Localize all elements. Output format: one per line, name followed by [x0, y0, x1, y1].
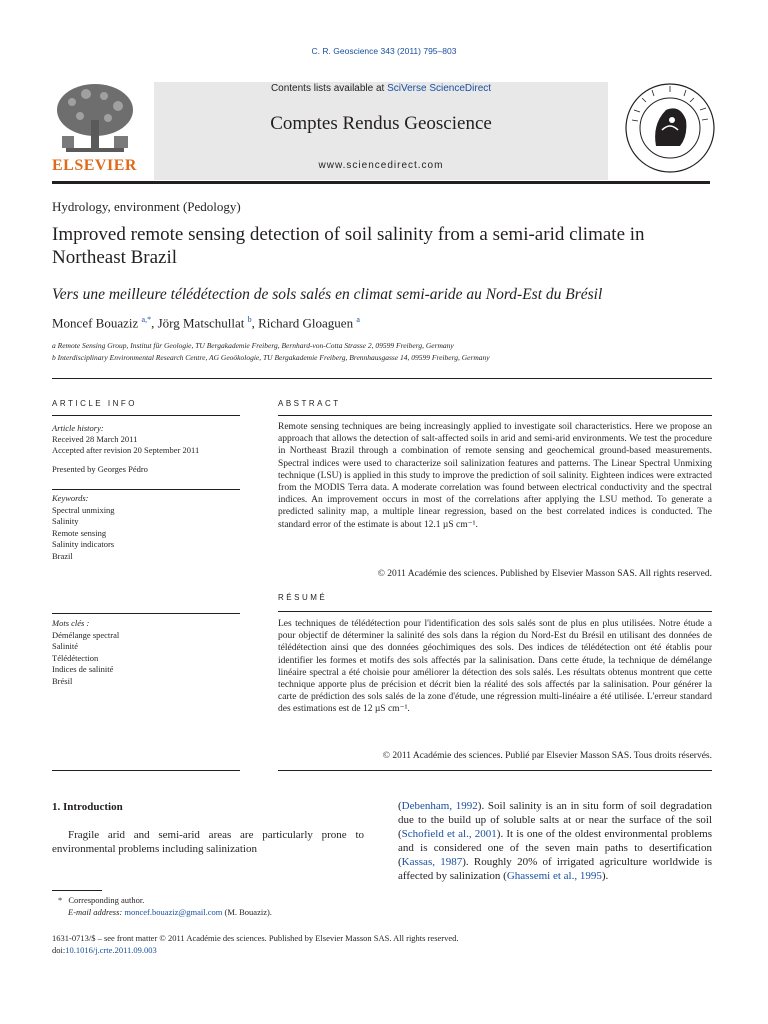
- email-label: E-mail address:: [68, 907, 125, 917]
- resume-heading: RÉSUMÉ: [278, 593, 328, 602]
- abstract-copyright: © 2011 Académie des sciences. Published by Elsevier Masson SAS. All rights reserved.: [377, 569, 712, 579]
- footer-line: 1631-0713/$ – see front matter © 2011 Académie des sciences. Published by Elsevier Masson SAS. All rights reserved.: [52, 933, 459, 943]
- article-history: [52, 423, 242, 475]
- footnote-corresponding: [58, 895, 144, 906]
- footnote-mark: *: [58, 895, 63, 905]
- motcle-item: Démélange spectral: [52, 629, 120, 640]
- header-rule: [52, 181, 710, 184]
- intro-heading: 1. Introduction: [52, 801, 123, 813]
- author-list: Moncef Bouaziz $^{a,*}$, Jörg Matschullat $^b$, Richard Gloaguen $^a$: [52, 315, 360, 331]
- keywords-block: [52, 493, 242, 562]
- sciencedirect-link[interactable]: SciVerse ScienceDirect: [387, 83, 492, 94]
- author-affil-mark[interactable]: a: [356, 315, 360, 324]
- section-tag: Hydrology, environment (Pedology): [52, 199, 241, 214]
- motcle-item: Salinité: [52, 641, 78, 651]
- motcle-item: Indices de salinité: [52, 664, 114, 674]
- keywords-label: Keywords:: [52, 493, 89, 503]
- article-title: Improved remote sensing detection of soil salinity from a semi-arid climate in Northeast Brazil: [52, 224, 645, 268]
- text-run: (: [398, 800, 402, 812]
- journal-title: Comptes Rendus Geoscience: [270, 113, 492, 134]
- divider: [278, 611, 712, 612]
- footnote-rule: [52, 890, 102, 891]
- text-run: ). Roughly 20% of irrigated agriculture worldwide is affected by salinization (: [398, 856, 712, 882]
- motcle-item: Brésil: [52, 675, 73, 686]
- text-run: ). Soil salinity is an in situ form of soil degradation due to the build up of soluble salts at or near the surface of the soil (: [398, 800, 713, 840]
- abstract-text: Remote sensing techniques are being increasingly applied to investigate soil characteristics. Here we propose an approach that allows the detection of salt-affected soils in arid and semi-arid environments. We test the procedure in Northeast Brazil through a combination of remote sensing and geochemical ground-based measurements. Spectral indices were used to characterize soil salinization features and patterns. The Linear Spectral Unmixing technique (LSU) is applied in this study to improve the prediction of soil salinity. Eighteen indices were extracted from the MODIS Terra data. A moderate correlation was found between electrical conductivity and the spectral indices. An improvement occurs in most of the correlations after applying the LSU method. To generate a predicted salinity map, a multiple linear regression, based on the best correlated indices is conducted. The standard error of the estimate is about 12.1 µS cm⁻¹.: [278, 422, 712, 530]
- motscles-label: Mots clés :: [52, 618, 90, 628]
- citation-link[interactable]: Ghassemi et al., 1995: [506, 870, 602, 882]
- author-name: Moncef Bouaziz: [52, 315, 139, 331]
- french-title: Vers une meilleure télédétection de sols salés en climat semi-aride au Nord-Est du Brésil: [52, 286, 603, 303]
- author-name: Jörg Matschullat: [157, 315, 245, 331]
- divider: [278, 770, 712, 771]
- footnote-email-line: [68, 907, 272, 918]
- affiliation-a: a Remote Sensing Group, Institut für Geologie, TU Bergakademie Freiberg, Bernhard-von-Cotta Strasse 2, 09599 Freiberg, Germany: [52, 341, 454, 350]
- intro-left-paragraph: Fragile arid and semi-arid areas are particularly prone to environmental problems including salinization: [52, 829, 364, 855]
- keyword-item: Spectral unmixing: [52, 504, 115, 515]
- keyword-item: Brazil: [52, 550, 73, 561]
- motscles-block: [52, 618, 242, 687]
- author-affil-mark[interactable]: a,*: [141, 315, 152, 324]
- journal-url[interactable]: www.sciencedirect.com: [318, 160, 444, 171]
- affiliation-b: b Interdisciplinary Environmental Research Centre, AG Geoökologie, TU Bergakademie Freiberg, Brennhausgasse 14, 09599 Freiberg, Germany: [52, 353, 490, 362]
- article-info-heading: ARTICLE INFO: [52, 399, 137, 408]
- doi-link[interactable]: 10.1016/j.crte.2011.09.003: [65, 945, 157, 955]
- citation-link[interactable]: Schofield et al., 2001: [401, 828, 497, 840]
- presented-by: Presented by Georges Pédro: [52, 464, 148, 474]
- citation-link[interactable]: Debenham, 1992: [401, 800, 478, 812]
- motcle-item: Télédétection: [52, 652, 99, 663]
- doi-line: [52, 945, 157, 955]
- received-date: Received 28 March 2011: [52, 434, 138, 444]
- email-link[interactable]: moncef.bouaziz@gmail.com: [124, 907, 223, 917]
- contents-prefix: Contents lists available at: [270, 83, 388, 94]
- intro-right-paragraph: [398, 799, 712, 883]
- academie-seal-emblem: [622, 80, 718, 176]
- resume-text: Les techniques de télédétection pour l'identification des sols salés sont de plus en plus utilisées. Notre étude a pour objectif de déterminer la salinité des sols dans la région du Nord-Est du Brésil en utilisant des données de télédétection ainsi que des données géochimiques des sols. Des indices de télédétection ont été établis pour identifier les formes et motifs des sols affectés par la salinisation. Dans cette étude, la technique de démélange linéaire spectral a été choisie pour améliorer la détection des sols salés. Les résultats obtenus montrent que cette technique apporte plus de précision et décrit bien la réalité des sols affectés par la salinisation. Pour générer la carte de prédiction des sols salés de la zone d'étude, une régression multi-linéaire a été utilisée. L'erreur standard des estimations est de 12 µS cm⁻¹.: [278, 619, 712, 715]
- text-run: ).: [601, 870, 609, 882]
- journal-reference[interactable]: C. R. Geoscience 343 (2011) 795–803: [311, 46, 457, 56]
- divider: [278, 415, 712, 416]
- accepted-date: Accepted after revision 20 September 2011: [52, 445, 200, 455]
- author-name: Richard Gloaguen: [258, 315, 354, 331]
- resume-copyright: © 2011 Académie des sciences. Publié par Elsevier Masson SAS. Tous droits réservés.: [382, 751, 712, 761]
- abstract-heading: ABSTRACT: [278, 399, 341, 408]
- author-affil-mark[interactable]: b: [247, 315, 252, 324]
- history-label: Article history:: [52, 423, 104, 433]
- footnote-text: Corresponding author.: [68, 895, 145, 905]
- elsevier-wordmark: ELSEVIER: [52, 157, 137, 174]
- divider: [52, 415, 240, 416]
- doi-label: doi:: [52, 945, 66, 955]
- divider: [52, 613, 240, 614]
- keyword-item: Remote sensing: [52, 527, 107, 538]
- elsevier-tree-logo: [52, 80, 138, 156]
- keyword-item: Salinity indicators: [52, 539, 115, 549]
- email-suffix: (M. Bouaziz).: [222, 907, 272, 917]
- citation-link[interactable]: Kassas, 1987: [401, 856, 463, 868]
- text-run: ). It is one of the oldest environmental problems and is considered one of the seven main paths to desertification (: [398, 828, 712, 868]
- divider: [52, 378, 712, 379]
- keyword-item: Salinity: [52, 516, 79, 526]
- divider: [52, 770, 240, 771]
- contents-line: [154, 83, 608, 94]
- divider: [52, 489, 240, 490]
